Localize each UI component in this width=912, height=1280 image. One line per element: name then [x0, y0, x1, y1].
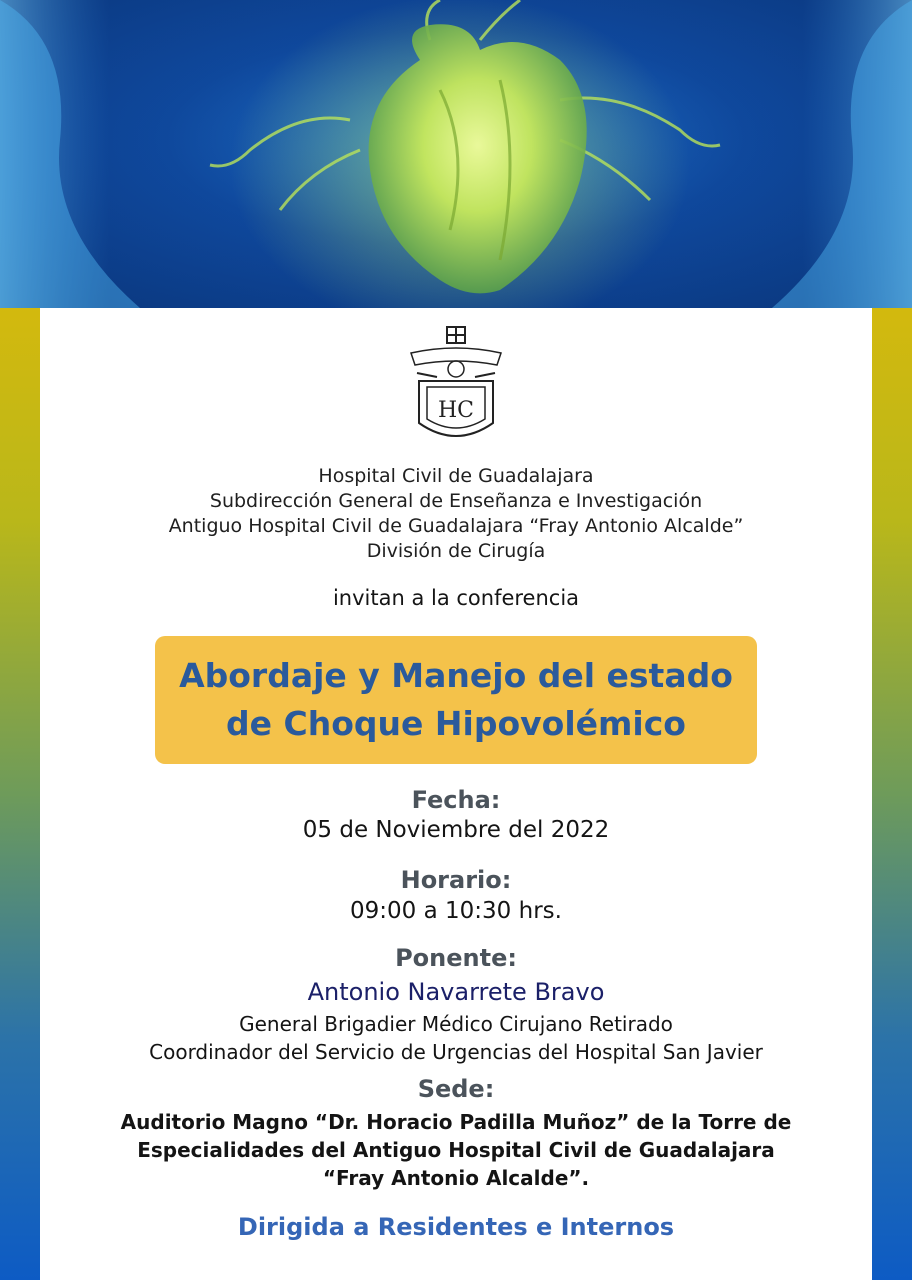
heart-hero-image — [0, 0, 912, 308]
fecha-label: Fecha: — [411, 786, 501, 814]
org-line-antiguo-hospital: Antiguo Hospital Civil de Guadalajara “Fray Antonio Alcalde” — [168, 515, 744, 537]
audience-text: Dirigida a Residentes e Internos — [237, 1213, 675, 1241]
hospital-crest-logo — [407, 325, 505, 449]
sede-label: Sede: — [417, 1075, 495, 1103]
sede-line-3: “Fray Antonio Alcalde”. — [322, 1166, 590, 1190]
horario-label: Horario: — [400, 866, 512, 894]
invite-text: invitan a la conferencia — [332, 586, 580, 610]
title-line-2: de Choque Hipovolémico — [226, 704, 686, 743]
title-line-1: Abordaje y Manejo del estado — [179, 656, 733, 695]
title-box — [155, 636, 757, 764]
sede-line-1: Auditorio Magno “Dr. Horacio Padilla Muñoz” de la Torre de — [120, 1110, 792, 1134]
sede-address — [0, 1108, 912, 1192]
fecha-value: 05 de Noviembre del 2022 — [302, 817, 610, 843]
speaker-role-2: Coordinador del Servicio de Urgencias del Hospital San Javier — [149, 1040, 763, 1064]
ponente-label: Ponente: — [395, 944, 517, 972]
organizer-block — [0, 464, 912, 564]
org-line-hospital: Hospital Civil de Guadalajara — [318, 465, 594, 487]
speaker-roles — [0, 1010, 912, 1066]
org-line-subdireccion: Subdirección General de Enseñanza e Investigación — [209, 490, 703, 512]
conference-title — [179, 652, 733, 748]
org-line-division: División de Cirugía — [366, 540, 546, 562]
logo-initials: HC — [437, 398, 475, 423]
sede-line-2: Especialidades del Antiguo Hospital Civil de Guadalajara — [137, 1138, 775, 1162]
horario-value: 09:00 a 10:30 hrs. — [350, 898, 562, 924]
speaker-name: Antonio Navarrete Bravo — [307, 978, 605, 1006]
speaker-role-1: General Brigadier Médico Cirujano Retirado — [239, 1012, 673, 1036]
